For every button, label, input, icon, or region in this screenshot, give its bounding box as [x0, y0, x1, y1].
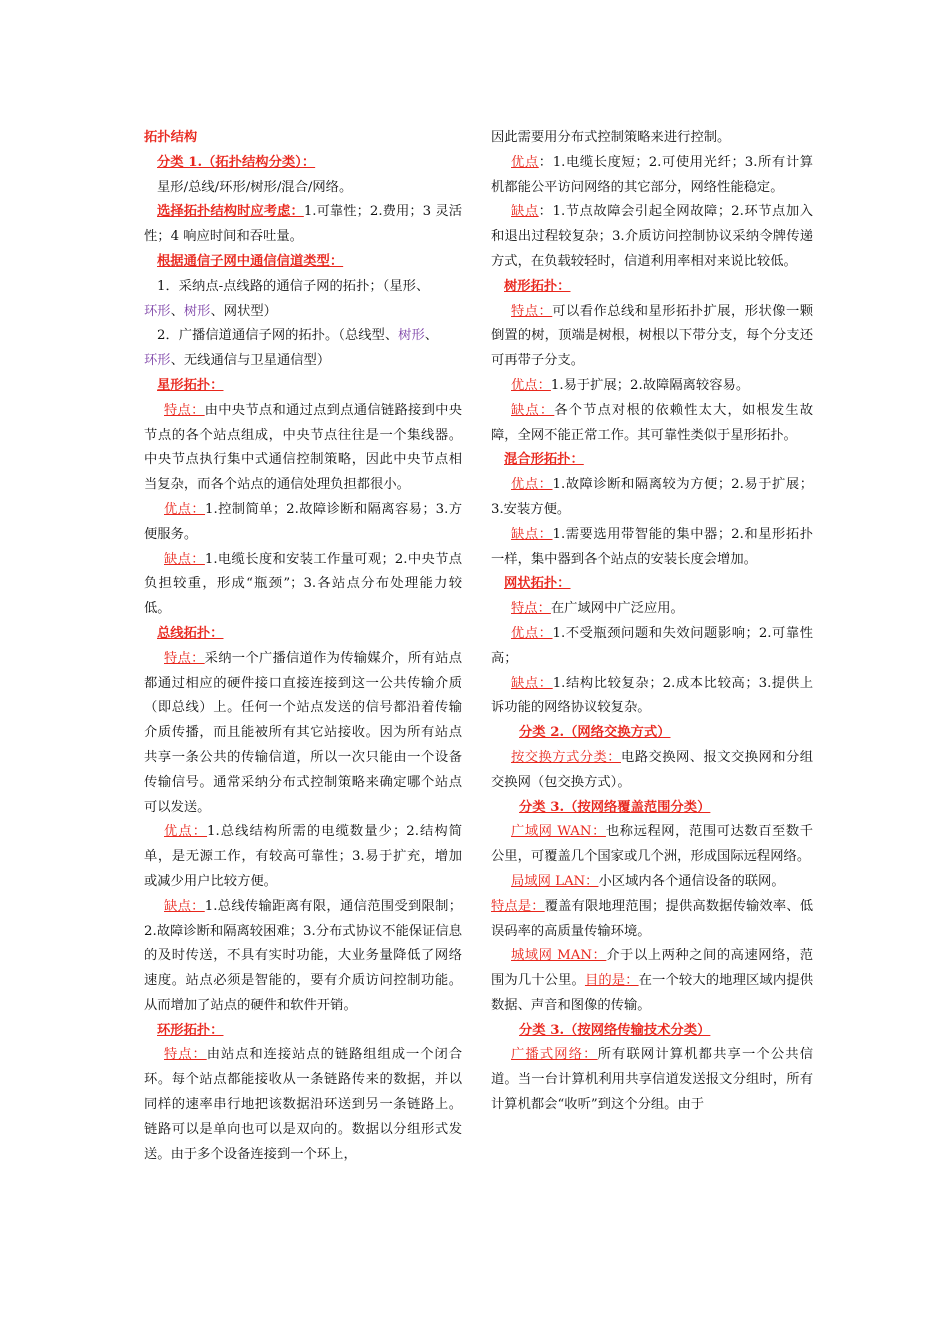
p2p-ring-term: 环形 [144, 303, 171, 319]
tree-advantages [491, 374, 813, 399]
wan-item [491, 820, 813, 870]
bus-advantages [144, 820, 462, 894]
switching-types-label: 按交换方式分类： [511, 749, 621, 765]
mesh-features [491, 597, 813, 622]
title-text: 拓扑结构 [144, 130, 198, 145]
mixed-disadvantages [491, 523, 813, 573]
star-disadvantages-label: 缺点： [164, 551, 205, 567]
ring-disadvantages-text: ：1.节点故障会引起全网故障；2.环节点加入和退出过程较复杂；3.介质访问控制协议采纳令牌传递方式，在负载较轻时，信道利用率相对来说比较低。 [491, 204, 814, 269]
mixed-disadvantages-text: 1.需要选用带智能的集中器；2.和星形拓扑一样，集中器到各个站点的安装长度会增加。 [491, 526, 814, 567]
star-features [144, 399, 462, 498]
bc-end: 、无线通信与卫星通信型） [170, 353, 331, 369]
bus-heading: 总线拓扑： [157, 625, 224, 641]
ring-advantages-label: 优点 [511, 154, 539, 170]
point-to-point-item [144, 275, 462, 325]
category-1-list: 星形/总线/环形/树形/混合/网络。 [157, 179, 353, 195]
switching-types [491, 746, 813, 796]
man-goal-text: 在一个较大的地理区域内提供数据、声音和图像的传输。 [491, 973, 813, 1013]
man-label: 城域网 MAN： [511, 948, 607, 964]
mesh-features-text: 在广域网中广泛应用。 [550, 601, 684, 617]
category-3-coverage-heading: 分类 3.（按网络覆盖范围分类） [519, 799, 711, 815]
section-title [144, 126, 462, 151]
lan-text: 小区域内各个通信设备的联网。 [598, 873, 785, 889]
bus-disadvantages [144, 895, 462, 1019]
lan-item [491, 870, 813, 895]
tree-advantages-label: 优点： [511, 377, 551, 393]
wan-label: 广域网 WAN： [511, 824, 606, 840]
bus-disadvantages-text: 1.总线传输距离有限，通信范围受到限制；2.故障诊断和隔离较困难；3.分布式协议不能保证信息的及时传送，不具有实时功能，大业务量降低了网络速度。站点必须是智能的，要有介质访问控制功能。从而增加了站点的硬件和软件开销。 [144, 898, 463, 1013]
ring-heading: 环形拓扑： [157, 1022, 224, 1038]
p2p-separator: 、 [170, 303, 184, 319]
p2p-end: 、网状型） [210, 303, 277, 319]
star-advantages [144, 498, 462, 548]
ring-advantages [491, 151, 813, 201]
mesh-advantages [491, 622, 813, 672]
lan-features-text: 覆盖有限地理范围；提供高数据传输效率、低误码率的高质量传输环境。 [491, 898, 813, 939]
tree-features-label: 特点： [511, 303, 553, 319]
mesh-disadvantages [491, 672, 813, 722]
ring-features [144, 1043, 462, 1167]
wan-text: 也称远程网，范围可达数百至数千公里，可覆盖几个国家或几个洲，形成国际远程网络。 [491, 824, 814, 865]
selection-criteria [144, 200, 462, 250]
channel-type-heading: 根据通信子网中通信信道类型： [157, 253, 344, 269]
mesh-features-label: 特点： [511, 601, 551, 617]
broadcast-network-label: 广播式网络： [511, 1047, 598, 1063]
mesh-disadvantages-text: 1.结构比较复杂；2.成本比较高；3.提供上诉功能的网络协议较复杂。 [491, 675, 814, 716]
mixed-disadvantages-label: 缺点： [511, 526, 553, 542]
bc-separator: 、 [424, 328, 439, 344]
bc-text: 2．广播信道通信子网的拓扑。（总线型、 [157, 328, 399, 344]
tree-disadvantages-label: 缺点： [511, 402, 555, 418]
tree-disadvantages-text: 各个节点对根的依赖性太大，如根发生故障，全网不能正常工作。其可靠性类似于星形拓扑。 [491, 402, 814, 443]
tree-disadvantages [491, 399, 813, 449]
right-column [491, 126, 813, 1118]
ring-features-text: 由站点和连接站点的链路组组成一个闭合环。每个站点都能接收从一条链路传来的数据，并以同样的速率串行地把该数据沿环送到另一条链路上。链路可以是单向也可以是双向的。数据以分组形式发送。由于多个设备连接到一个环上， [144, 1047, 463, 1162]
ring-features-label: 特点： [164, 1047, 207, 1063]
mixed-advantages-text: 1.故障诊断和隔离较为方便；2.易于扩展；3.安装方便。 [491, 477, 814, 517]
mesh-heading: 网状拓扑： [504, 576, 571, 592]
ring-disadvantages-label: 缺点 [511, 204, 539, 220]
broadcast-network-item [491, 1043, 813, 1117]
ring-disadvantages [491, 200, 813, 274]
star-features-label: 特点： [164, 402, 205, 418]
bc-tree-term: 树形 [398, 328, 425, 344]
mixed-heading: 混合形拓扑： [504, 452, 584, 468]
bus-advantages-text: 1.总线结构所需的电缆数量少；2.结构简单，是无源工作，有较高可靠性；3.易于扩充，增加或减少用户比较方便。 [144, 824, 462, 889]
man-goal-label: 目的是： [584, 973, 639, 989]
mesh-advantages-text: 1.不受瓶颈问题和失效问题影响；2.可靠性高； [491, 625, 814, 666]
selection-criteria-label: 选择拓扑结构时应考虑： [157, 204, 304, 220]
mixed-advantages [491, 473, 813, 523]
category-1-heading: 分类 1.（拓扑结构分类）： [157, 154, 316, 170]
ring-advantages-text: ：1.电缆长度短；2.可使用光纤；3.所有计算机都能公平访问网络的其它部分，网络性能稳定。 [491, 154, 814, 195]
man-item [491, 944, 813, 1018]
selection-criteria-text: 1.可靠性；2.费用；3 灵活性；4 响应时间和吞吐量。 [144, 204, 463, 245]
star-heading: 星形拓扑： [157, 377, 224, 393]
p2p-text: 1．采纳点-点线路的通信子网的拓扑；（星形、 [157, 278, 430, 294]
ring-continuation: 因此需要用分布式控制策略来进行控制。 [491, 130, 731, 145]
mesh-advantages-label: 优点： [511, 625, 553, 641]
mixed-advantages-label: 优点： [511, 477, 553, 493]
star-disadvantages-text: 1.电缆长度和安装工作量可观；2.中央节点负担较重，形成“瓶颈”；3.各站点分布处理能力较低。 [144, 551, 463, 617]
bus-disadvantages-label: 缺点： [164, 898, 205, 914]
broadcast-channel-item [144, 324, 462, 374]
category-3-transmission-heading: 分类 3.（按网络传输技术分类） [519, 1022, 711, 1038]
bus-features-label: 特点： [164, 650, 205, 666]
star-advantages-text: 1.控制简单；2.故障诊断和隔离容易；3.方便服务。 [144, 501, 463, 542]
bus-features-text: 采纳一个广播信道作为传输媒介，所有站点都通过相应的硬件接口直接连接到这一公共传输介质（即总线）上。任何一个站点发送的信号都沿着传输介质传播，而且能被所有其它站接收。因为所有站点共享一条公共的传输信道，所以一次只能由一个设备传输信号。通常采纳分布式控制策略来确定哪个站点可以发送。 [144, 650, 462, 815]
broadcast-network-text: 所有联网计算机都共享一个公共信道。当一台计算机利用共享信道发送报文分组时，所有计算机都会“收听”到这个分组。由于 [491, 1047, 814, 1113]
switching-types-text: 电路交换网、报文交换网和分组交换网（包交换方式）。 [491, 749, 814, 790]
bus-features [144, 647, 462, 821]
tree-features [491, 300, 813, 374]
star-disadvantages [144, 548, 462, 622]
lan-features [491, 895, 813, 945]
bc-ring-term: 环形 [144, 353, 171, 369]
lan-label: 局域网 LAN： [511, 873, 599, 889]
mesh-disadvantages-label: 缺点： [511, 675, 553, 691]
star-features-text: 由中央节点和通过点到点通信链路接到中央节点的各个站点组成，中央节点往往是一个集线器。中央节点执行集中式通信控制策略，因此中央节点相当复杂，而各个站点的通信处理负担都很小。 [144, 402, 462, 493]
tree-advantages-text: 1.易于扩展；2.故障隔离较容易。 [550, 377, 750, 393]
man-text: 介于以上两种之间的高速网络，范围为几十公里。 [491, 948, 813, 989]
tree-heading: 树形拓扑： [504, 278, 571, 294]
left-column [144, 126, 462, 1167]
tree-features-text: 可以看作总线和星形拓扑扩展，形状像一颗倒置的树，顶端是树根，树根以下带分支，每个分支还可再带子分支。 [491, 303, 814, 369]
category-2-heading: 分类 2.（网络交换方式） [519, 725, 671, 741]
star-advantages-label: 优点： [164, 501, 206, 517]
bus-advantages-label: 优点： [164, 824, 208, 840]
p2p-tree-term: 树形 [183, 303, 211, 319]
lan-features-label: 特点是： [491, 898, 545, 914]
